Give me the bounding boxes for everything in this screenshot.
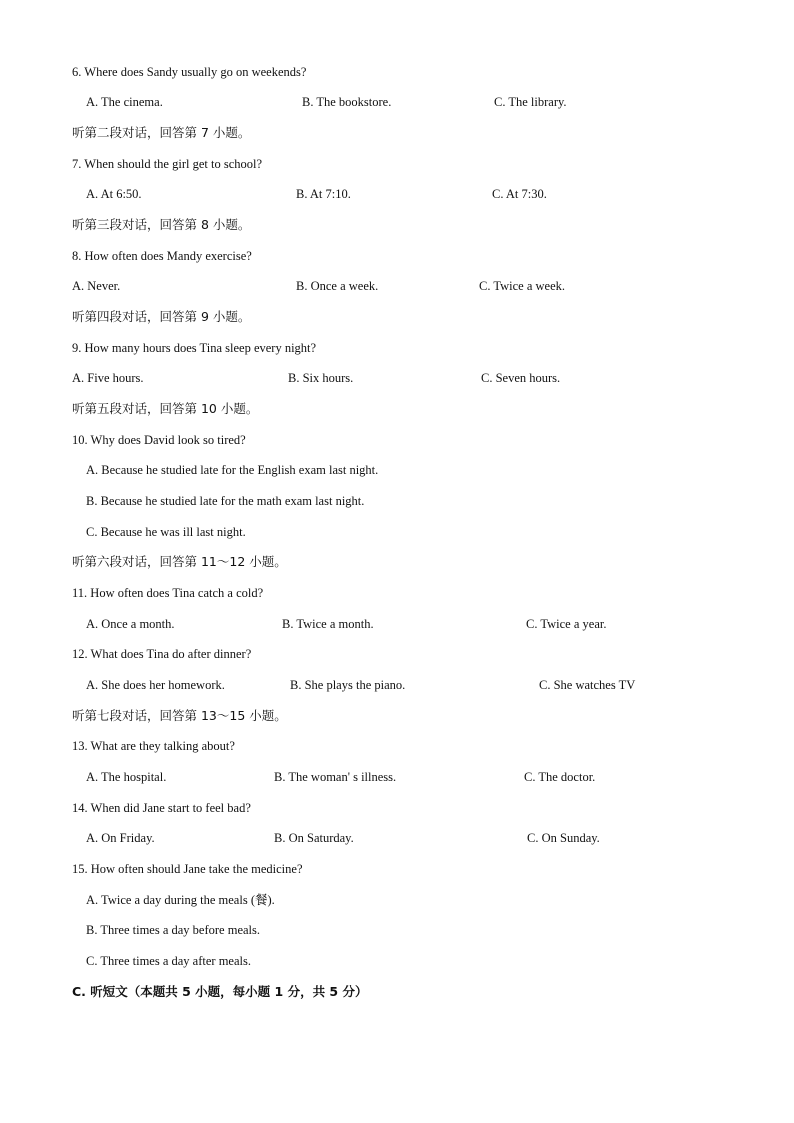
option-a: A. Five hours. [72, 371, 144, 385]
option-a: A. Never. [72, 279, 121, 293]
option-a: A. At 6:50. [86, 187, 142, 201]
option-b: B. At 7:10. [296, 187, 351, 201]
option-a: A. The hospital. [86, 770, 167, 784]
option-c: C. Three times a day after meals. [86, 954, 251, 968]
question-10: 10. Why does David look so tired? [72, 433, 246, 447]
question-14: 14. When did Jane start to feel bad? [72, 801, 251, 815]
section-instruction: 听第三段对话，回答第 8 小题。 [72, 217, 251, 232]
option-a: A. Once a month. [86, 617, 175, 631]
section-instruction: 听第四段对话，回答第 9 小题。 [72, 309, 251, 324]
section-instruction: 听第六段对话，回答第 11～12 小题。 [72, 554, 287, 569]
option-b: B. The woman' s illness. [274, 770, 397, 784]
option-c: C. Twice a year. [526, 617, 607, 631]
option-b: B. On Saturday. [274, 831, 354, 845]
option-c: C. Twice a week. [479, 279, 566, 293]
option-b: B. The bookstore. [302, 95, 392, 109]
option-b: B. She plays the piano. [290, 678, 406, 692]
option-a: A. On Friday. [86, 831, 155, 845]
option-b: B. Because he studied late for the math exam last night. [86, 494, 365, 508]
option-a: A. The cinema. [86, 95, 163, 109]
question-7: 7. When should the girl get to school? [72, 157, 263, 171]
option-c: C. At 7:30. [492, 187, 547, 201]
section-instruction: 听第二段对话，回答第 7 小题。 [72, 125, 251, 140]
question-6: 6. Where does Sandy usually go on weekends? [72, 65, 307, 79]
option-a: A. Twice a day during the meals (餐). [86, 893, 275, 907]
option-b: B. Twice a month. [282, 617, 374, 631]
option-c: C. The library. [494, 95, 567, 109]
option-b: B. Three times a day before meals. [86, 923, 261, 937]
option-c: C. On Sunday. [527, 831, 600, 845]
option-b: B. Once a week. [296, 279, 379, 293]
section-heading: C. 听短文（本题共 5 小题，每小题 1 分，共 5 分） [72, 984, 368, 999]
section-instruction: 听第七段对话，回答第 13～15 小题。 [72, 708, 287, 723]
option-a: A. She does her homework. [86, 678, 225, 692]
question-8: 8. How often does Mandy exercise? [72, 249, 252, 263]
option-c: C. Seven hours. [481, 371, 561, 385]
option-c: C. The doctor. [524, 770, 596, 784]
question-11: 11. How often does Tina catch a cold? [72, 586, 264, 600]
section-instruction: 听第五段对话，回答第 10 小题。 [72, 401, 259, 416]
question-12: 12. What does Tina do after dinner? [72, 647, 252, 661]
question-13: 13. What are they talking about? [72, 739, 235, 753]
option-a: A. Because he studied late for the English exam last night. [86, 463, 379, 477]
option-c: C. She watches TV [539, 678, 636, 692]
option-c: C. Because he was ill last night. [86, 525, 246, 539]
option-b: B. Six hours. [288, 371, 354, 385]
question-15: 15. How often should Jane take the medicine? [72, 862, 303, 876]
question-9: 9. How many hours does Tina sleep every night? [72, 341, 317, 355]
